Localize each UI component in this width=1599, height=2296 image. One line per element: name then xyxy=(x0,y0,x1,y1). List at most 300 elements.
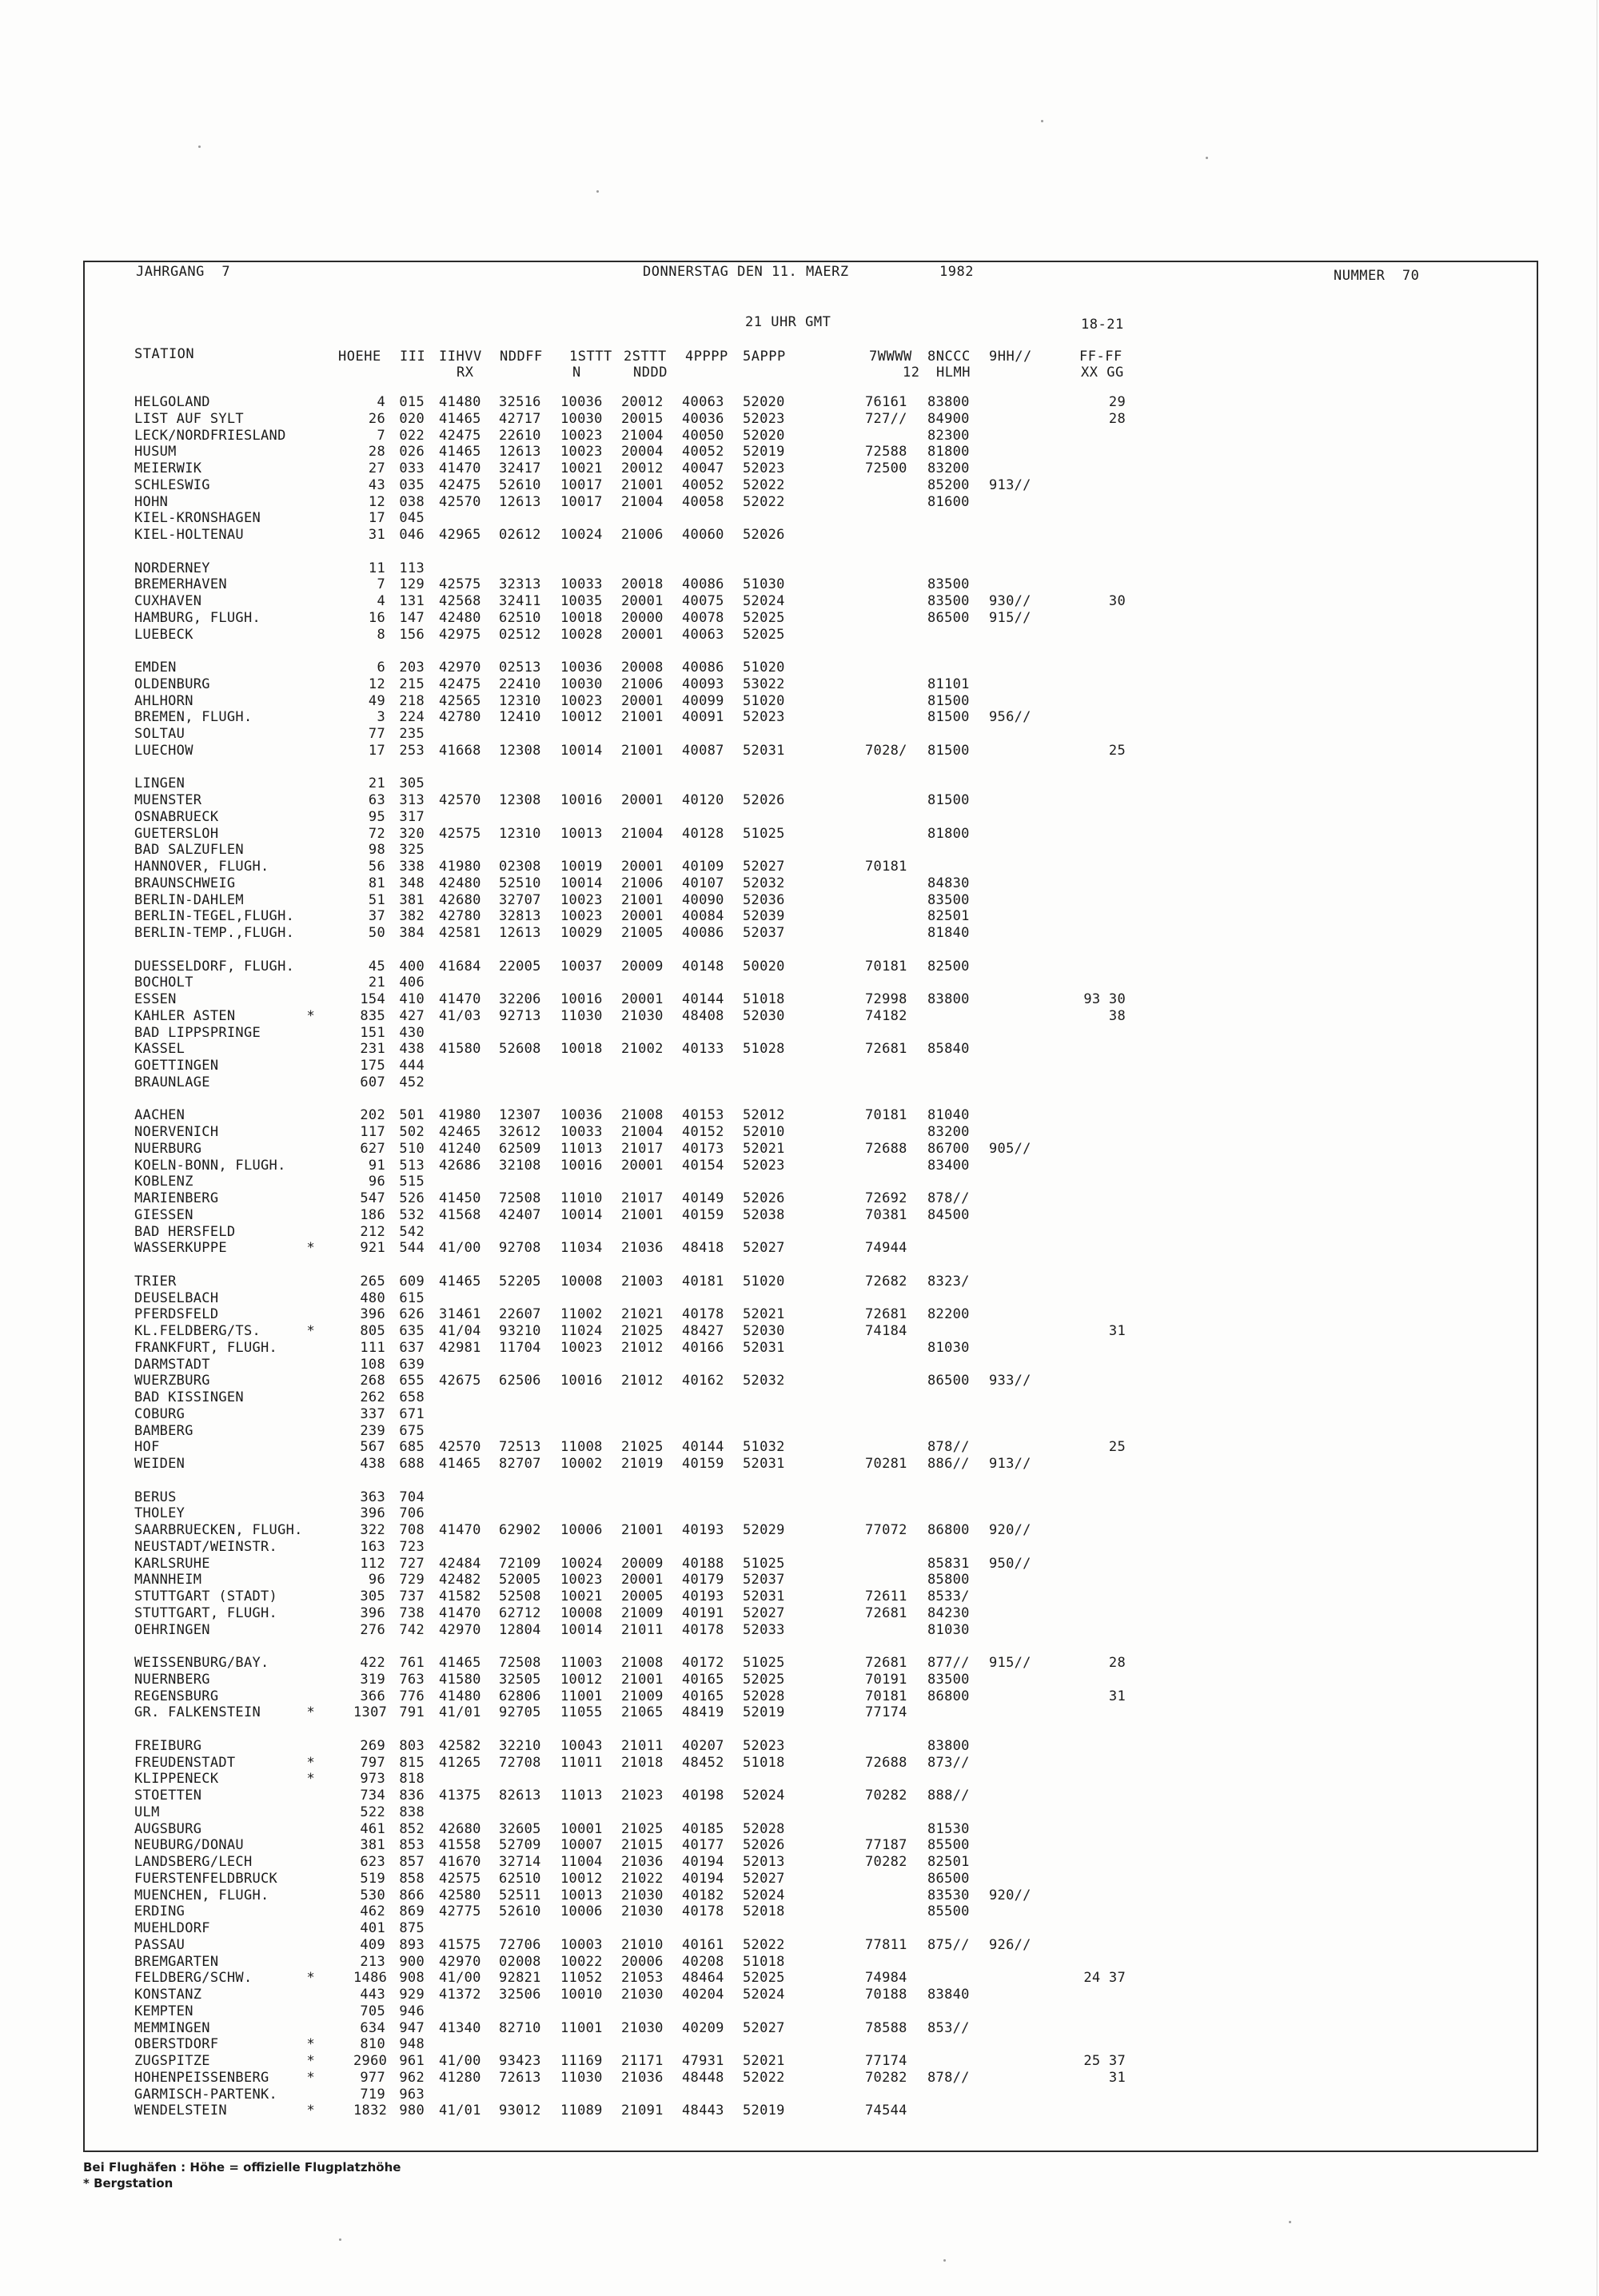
cell-7wwww: 70181 xyxy=(865,1107,907,1124)
table-row xyxy=(0,1323,1599,1339)
scan-speck xyxy=(1289,2221,1291,2223)
cell-mountain-mark: * xyxy=(306,1323,315,1339)
cell-1sttt: 10036 xyxy=(560,660,603,676)
cell-station: SAARBRUECKEN, FLUGH. xyxy=(134,1522,303,1538)
cell-iihvv: 41470 xyxy=(439,991,481,1007)
cell-2sttt: 20018 xyxy=(621,576,664,593)
cell-8nccc: 86800 xyxy=(927,1688,970,1704)
cell-4pppp: 40165 xyxy=(682,1671,724,1688)
table-row xyxy=(0,1954,1599,1970)
cell-iii: 708 xyxy=(399,1522,425,1538)
cell-9hh: 905// xyxy=(989,1140,1031,1157)
table-row xyxy=(0,2070,1599,2086)
cell-4pppp: 40152 xyxy=(682,1124,724,1140)
cell-4pppp: 40050 xyxy=(682,427,724,444)
cell-2sttt: 21036 xyxy=(621,1240,664,1257)
table-row xyxy=(0,1903,1599,1919)
cell-station: BRAUNSCHWEIG xyxy=(134,875,236,891)
cell-iii: 857 xyxy=(399,1854,425,1870)
cell-nddff: 32411 xyxy=(499,593,541,609)
cell-nddff: 62806 xyxy=(499,1688,541,1704)
cell-4pppp: 40177 xyxy=(682,1837,724,1854)
cell-8nccc: 82501 xyxy=(927,908,970,925)
cell-iii: 382 xyxy=(399,908,425,925)
cell-station: ERDING xyxy=(134,1903,185,1920)
cell-8nccc: 86700 xyxy=(927,1140,970,1157)
cell-4pppp: 40159 xyxy=(682,1456,724,1472)
cell-iihvv: 42780 xyxy=(439,709,481,726)
cell-7wwww: 70188 xyxy=(865,1987,907,2003)
cell-hoehe: 16 xyxy=(368,609,385,626)
cell-5appp: 51020 xyxy=(743,660,785,676)
cell-hoehe: 797 xyxy=(360,1754,385,1771)
cell-station: BREMGARTEN xyxy=(134,1953,219,1970)
cell-hoehe: 422 xyxy=(360,1655,385,1671)
cell-5appp: 52024 xyxy=(743,1887,785,1903)
cell-ff: 31 xyxy=(1108,1323,1126,1339)
cell-8nccc: 81500 xyxy=(927,792,970,808)
cell-1sttt: 10043 xyxy=(560,1737,603,1754)
cell-iihvv: 41670 xyxy=(439,1854,481,1870)
jahrgang-label: JAHRGANG 7 xyxy=(136,264,231,280)
cell-hoehe: 519 xyxy=(360,1870,385,1887)
cell-1sttt: 10016 xyxy=(560,1157,603,1174)
cell-station: MUENSTER xyxy=(134,792,202,808)
cell-hoehe: 63 xyxy=(368,792,385,808)
cell-7wwww: 727// xyxy=(865,410,907,427)
cell-4pppp: 40058 xyxy=(682,493,724,510)
cell-8nccc: 82300 xyxy=(927,427,970,444)
cell-5appp: 52030 xyxy=(743,1323,785,1339)
cell-1sttt: 10022 xyxy=(560,1953,603,1970)
cell-8nccc: 81030 xyxy=(927,1339,970,1356)
table-row xyxy=(0,1522,1599,1538)
cell-station: MUENCHEN, FLUGH. xyxy=(134,1887,269,1903)
cell-iii: 688 xyxy=(399,1456,425,1472)
cell-station: FREUDENSTADT xyxy=(134,1754,236,1771)
cell-hoehe: 56 xyxy=(368,859,385,875)
cell-ff: 30 xyxy=(1108,593,1126,609)
cell-1sttt: 11004 xyxy=(560,1854,603,1870)
col-station: STATION xyxy=(134,346,195,362)
cell-iii: 900 xyxy=(399,1953,425,1970)
cell-nddff: 02008 xyxy=(499,1953,541,1970)
cell-hoehe: 276 xyxy=(360,1621,385,1638)
cell-iii: 427 xyxy=(399,1007,425,1024)
table-row xyxy=(0,991,1599,1007)
cell-station: FELDBERG/SCHW. xyxy=(134,1970,253,1987)
cell-hoehe: 26 xyxy=(368,410,385,427)
cell-4pppp: 40172 xyxy=(682,1655,724,1671)
cell-5appp: 52023 xyxy=(743,460,785,476)
cell-station: KLIPPENECK xyxy=(134,1771,219,1788)
cell-hoehe: 396 xyxy=(360,1604,385,1621)
cell-8nccc: 86500 xyxy=(927,1870,970,1887)
cell-2sttt: 21001 xyxy=(621,1671,664,1688)
table-row xyxy=(0,1804,1599,1820)
cell-station: BAD HERSFELD xyxy=(134,1223,236,1240)
cell-station: NEUSTADT/WEINSTR. xyxy=(134,1538,278,1555)
cell-1sttt: 10024 xyxy=(560,527,603,543)
cell-iii: 015 xyxy=(399,394,425,410)
cell-7wwww: 70181 xyxy=(865,859,907,875)
cell-iihvv: 41450 xyxy=(439,1190,481,1206)
cell-5appp: 52026 xyxy=(743,1837,785,1854)
cell-iii: 635 xyxy=(399,1323,425,1339)
table-row xyxy=(0,709,1599,725)
cell-5appp: 52032 xyxy=(743,875,785,891)
cell-8nccc: 85800 xyxy=(927,1572,970,1588)
cell-iihvv: 42680 xyxy=(439,1820,481,1837)
cell-hoehe: 366 xyxy=(360,1688,385,1704)
cell-hoehe: 973 xyxy=(360,1771,385,1788)
cell-5appp: 51025 xyxy=(743,825,785,842)
cell-hoehe: 49 xyxy=(368,692,385,709)
cell-9hh: 920// xyxy=(989,1522,1031,1538)
cell-station: HOF xyxy=(134,1439,160,1456)
cell-station: HELGOLAND xyxy=(134,394,210,410)
cell-2sttt: 21001 xyxy=(621,1522,664,1538)
cell-iii: 729 xyxy=(399,1572,425,1588)
cell-mountain-mark: * xyxy=(306,1771,315,1788)
cell-hoehe: 154 xyxy=(360,991,385,1007)
cell-7wwww: 72611 xyxy=(865,1588,907,1604)
cell-hoehe: 175 xyxy=(360,1058,385,1074)
cell-hoehe: 337 xyxy=(360,1405,385,1422)
cell-station: NOERVENICH xyxy=(134,1124,219,1140)
cell-iii: 510 xyxy=(399,1140,425,1157)
cell-4pppp: 40188 xyxy=(682,1555,724,1572)
cell-4pppp: 40182 xyxy=(682,1887,724,1903)
cell-nddff: 12804 xyxy=(499,1621,541,1638)
cell-4pppp: 40178 xyxy=(682,1621,724,1638)
cell-hoehe: 462 xyxy=(360,1903,385,1920)
cell-5appp: 52023 xyxy=(743,709,785,726)
cell-7wwww: 70181 xyxy=(865,1688,907,1704)
cell-7wwww: 72998 xyxy=(865,991,907,1007)
cell-hoehe: 627 xyxy=(360,1140,385,1157)
cell-iihvv: 41580 xyxy=(439,1671,481,1688)
cell-iihvv: 42475 xyxy=(439,427,481,444)
cell-iii: 022 xyxy=(399,427,425,444)
cell-1sttt: 10023 xyxy=(560,908,603,925)
cell-1sttt: 11013 xyxy=(560,1788,603,1804)
cell-nddff: 12310 xyxy=(499,825,541,842)
cell-iii: 852 xyxy=(399,1820,425,1837)
cell-8nccc: 83500 xyxy=(927,593,970,609)
cell-iii: 763 xyxy=(399,1671,425,1688)
cell-2sttt: 21012 xyxy=(621,1373,664,1389)
cell-1sttt: 10003 xyxy=(560,1936,603,1953)
cell-iii: 723 xyxy=(399,1538,425,1555)
cell-station: NEUBURG/DONAU xyxy=(134,1837,244,1854)
cell-2sttt: 21030 xyxy=(621,1007,664,1024)
cell-1sttt: 10016 xyxy=(560,991,603,1007)
table-row xyxy=(0,660,1599,676)
table-row xyxy=(0,1970,1599,1986)
table-row xyxy=(0,892,1599,908)
cell-station: BERLIN-DAHLEM xyxy=(134,891,244,908)
cell-1sttt: 11008 xyxy=(560,1439,603,1456)
cell-iii: 761 xyxy=(399,1655,425,1671)
cell-iii: 430 xyxy=(399,1024,425,1041)
table-row xyxy=(0,510,1599,526)
cell-5appp: 52031 xyxy=(743,1339,785,1356)
cell-iii: 961 xyxy=(399,2053,425,2069)
cell-nddff: 52508 xyxy=(499,1588,541,1604)
cell-iihvv: 42680 xyxy=(439,891,481,908)
cell-iihvv: 42465 xyxy=(439,1124,481,1140)
cell-mountain-mark: * xyxy=(306,2036,315,2053)
cell-nddff: 32417 xyxy=(499,460,541,476)
cell-4pppp: 48427 xyxy=(682,1323,724,1339)
cell-iii: 406 xyxy=(399,975,425,991)
cell-station: KL.FELDBERG/TS. xyxy=(134,1323,261,1339)
cell-nddff: 62510 xyxy=(499,1870,541,1887)
cell-2sttt: 21025 xyxy=(621,1820,664,1837)
cell-station: OBERSTDORF xyxy=(134,2036,219,2053)
cell-iihvv: 41465 xyxy=(439,1655,481,1671)
cell-2sttt: 21021 xyxy=(621,1306,664,1323)
cell-5appp: 51018 xyxy=(743,1754,785,1771)
cell-station: STOETTEN xyxy=(134,1788,202,1804)
cell-station: MEMMINGEN xyxy=(134,2019,210,2036)
col-iihvv: IIHVV xyxy=(439,349,482,365)
cell-hoehe: 269 xyxy=(360,1737,385,1754)
table-row xyxy=(0,1456,1599,1472)
cell-nddff: 32714 xyxy=(499,1854,541,1870)
cell-iihvv: 42568 xyxy=(439,593,481,609)
cell-7wwww: 72688 xyxy=(865,1754,907,1771)
cell-iii: 035 xyxy=(399,476,425,493)
cell-2sttt: 21004 xyxy=(621,825,664,842)
table-row xyxy=(0,1041,1599,1057)
cell-hoehe: 21 xyxy=(368,975,385,991)
cell-station: HANNOVER, FLUGH. xyxy=(134,859,269,875)
cell-iii: 026 xyxy=(399,444,425,460)
cell-1sttt: 11001 xyxy=(560,2019,603,2036)
time-label: 21 UHR GMT xyxy=(745,314,831,330)
cell-7wwww: 72681 xyxy=(865,1306,907,1323)
cell-station: HUSUM xyxy=(134,444,177,460)
cell-1sttt: 10012 xyxy=(560,709,603,726)
col-8nccc: 8NCCC xyxy=(927,349,971,365)
cell-5appp: 52021 xyxy=(743,2053,785,2069)
cell-4pppp: 40052 xyxy=(682,476,724,493)
cell-2sttt: 20001 xyxy=(621,1572,664,1588)
table-row xyxy=(0,859,1599,875)
cell-nddff: 02308 xyxy=(499,859,541,875)
cell-2sttt: 21008 xyxy=(621,1107,664,1124)
cell-nddff: 72508 xyxy=(499,1655,541,1671)
cell-4pppp: 40165 xyxy=(682,1688,724,1704)
cell-9hh: 930// xyxy=(989,593,1031,609)
cell-4pppp: 40093 xyxy=(682,676,724,692)
cell-iihvv: 41/01 xyxy=(439,1704,481,1721)
cell-station: LINGEN xyxy=(134,775,185,792)
cell-hoehe: 51 xyxy=(368,891,385,908)
col-2sttt-sub: NDDD xyxy=(633,365,668,381)
cell-4pppp: 48419 xyxy=(682,1704,724,1721)
cell-nddff: 52205 xyxy=(499,1273,541,1290)
cell-iihvv: 42565 xyxy=(439,692,481,709)
cell-ff: 38 xyxy=(1108,1007,1126,1024)
col-4pppp: 4PPPP xyxy=(685,349,728,365)
cell-5appp: 52013 xyxy=(743,1854,785,1870)
cell-1sttt: 11030 xyxy=(560,1007,603,1024)
cell-iii: 609 xyxy=(399,1273,425,1290)
cell-hoehe: 17 xyxy=(368,510,385,527)
cell-hoehe: 163 xyxy=(360,1538,385,1555)
cell-1sttt: 10018 xyxy=(560,1041,603,1058)
cell-7wwww: 77187 xyxy=(865,1837,907,1854)
cell-hoehe: 231 xyxy=(360,1041,385,1058)
cell-iii: 963 xyxy=(399,2086,425,2103)
cell-station: PFERDSFELD xyxy=(134,1306,219,1323)
cell-5appp: 52020 xyxy=(743,427,785,444)
cell-2sttt: 20004 xyxy=(621,444,664,460)
cell-5appp: 52037 xyxy=(743,1572,785,1588)
nummer-label: NUMMER 70 xyxy=(1334,268,1420,284)
cell-7wwww: 77174 xyxy=(865,2053,907,2069)
cell-5appp: 52021 xyxy=(743,1140,785,1157)
cell-iihvv: 42570 xyxy=(439,1439,481,1456)
table-row xyxy=(0,1290,1599,1306)
cell-station: SOLTAU xyxy=(134,726,185,742)
cell-5appp: 51018 xyxy=(743,991,785,1007)
cell-station: HAMBURG, FLUGH. xyxy=(134,609,261,626)
cell-4pppp: 40144 xyxy=(682,991,724,1007)
cell-nddff: 72708 xyxy=(499,1754,541,1771)
cell-4pppp: 40159 xyxy=(682,1206,724,1223)
cell-2sttt: 21004 xyxy=(621,493,664,510)
col-iii: III xyxy=(400,349,426,365)
col-nddff: NDDFF xyxy=(500,349,543,365)
cell-2sttt: 21015 xyxy=(621,1837,664,1854)
cell-5appp: 51025 xyxy=(743,1655,785,1671)
cell-iihvv: 42482 xyxy=(439,1572,481,1588)
cell-4pppp: 40107 xyxy=(682,875,724,891)
cell-9hh: 913// xyxy=(989,1456,1031,1472)
cell-1sttt: 11003 xyxy=(560,1655,603,1671)
cell-nddff: 62510 xyxy=(499,609,541,626)
cell-iii: 639 xyxy=(399,1356,425,1373)
cell-5appp: 52022 xyxy=(743,476,785,493)
table-row xyxy=(0,2087,1599,2103)
cell-2sttt: 21018 xyxy=(621,1754,664,1771)
cell-iihvv: 42484 xyxy=(439,1555,481,1572)
cell-nddff: 12308 xyxy=(499,742,541,759)
cell-iii: 626 xyxy=(399,1306,425,1323)
cell-1sttt: 10008 xyxy=(560,1604,603,1621)
cell-iii: 348 xyxy=(399,875,425,891)
cell-7wwww: 74184 xyxy=(865,1323,907,1339)
col-5appp: 5APPP xyxy=(743,349,786,365)
cell-nddff: 12613 xyxy=(499,493,541,510)
cell-1sttt: 10017 xyxy=(560,493,603,510)
cell-4pppp: 40060 xyxy=(682,527,724,543)
table-row xyxy=(0,1688,1599,1704)
cell-iii: 452 xyxy=(399,1074,425,1090)
cell-station: NORDERNEY xyxy=(134,560,210,576)
cell-2sttt: 21002 xyxy=(621,1041,664,1058)
cell-iii: 685 xyxy=(399,1439,425,1456)
cell-nddff: 32206 xyxy=(499,991,541,1007)
cell-1sttt: 10018 xyxy=(560,609,603,626)
table-row xyxy=(0,1771,1599,1787)
cell-hoehe: 7 xyxy=(377,576,385,593)
cell-5appp: 52024 xyxy=(743,1987,785,2003)
cell-station: EMDEN xyxy=(134,660,177,676)
cell-hoehe: 108 xyxy=(360,1356,385,1373)
cell-iihvv: 42570 xyxy=(439,493,481,510)
cell-iii: 948 xyxy=(399,2036,425,2053)
cell-1sttt: 10006 xyxy=(560,1522,603,1538)
cell-station: BAD SALZUFLEN xyxy=(134,842,244,859)
cell-nddff: 32612 xyxy=(499,1124,541,1140)
cell-1sttt: 10033 xyxy=(560,1124,603,1140)
cell-2sttt: 20001 xyxy=(621,1157,664,1174)
cell-hoehe: 31 xyxy=(368,527,385,543)
cell-2sttt: 21011 xyxy=(621,1621,664,1638)
table-row xyxy=(0,826,1599,842)
table-row xyxy=(0,2036,1599,2052)
cell-hoehe: 1486 xyxy=(353,1970,388,1987)
cell-5appp: 52029 xyxy=(743,1522,785,1538)
cell-iihvv: 41575 xyxy=(439,1936,481,1953)
scan-speck xyxy=(1041,120,1043,122)
cell-4pppp: 48443 xyxy=(682,2103,724,2119)
cell-station: PASSAU xyxy=(134,1936,185,1953)
cell-7wwww: 72692 xyxy=(865,1190,907,1206)
cell-7wwww: 70191 xyxy=(865,1671,907,1688)
cell-4pppp: 40154 xyxy=(682,1157,724,1174)
cell-8nccc: 8323/ xyxy=(927,1273,970,1290)
cell-nddff: 52608 xyxy=(499,1041,541,1058)
cell-7wwww: 72682 xyxy=(865,1273,907,1290)
cell-5appp: 52026 xyxy=(743,792,785,808)
cell-nddff: 92821 xyxy=(499,1970,541,1987)
col-iihvv-sub: RX xyxy=(457,365,474,381)
cell-mountain-mark: * xyxy=(306,1704,315,1721)
cell-5appp: 51032 xyxy=(743,1439,785,1456)
cell-hoehe: 607 xyxy=(360,1074,385,1090)
cell-hoehe: 4 xyxy=(377,593,385,609)
cell-hoehe: 1307 xyxy=(353,1704,388,1721)
table-row xyxy=(0,1174,1599,1190)
table-row xyxy=(0,1556,1599,1572)
cell-1sttt: 10036 xyxy=(560,394,603,410)
period-label: 18-21 xyxy=(1081,317,1124,333)
cell-iihvv: 41/00 xyxy=(439,1240,481,1257)
cell-ff: 93 30 xyxy=(1083,991,1126,1007)
table-row xyxy=(0,726,1599,742)
cell-hoehe: 480 xyxy=(360,1290,385,1306)
cell-5appp: 51020 xyxy=(743,692,785,709)
cell-iii: 869 xyxy=(399,1903,425,1920)
cell-8nccc: 886// xyxy=(927,1456,970,1472)
cell-iihvv: 41240 xyxy=(439,1140,481,1157)
cell-1sttt: 10029 xyxy=(560,925,603,941)
cell-iii: 320 xyxy=(399,825,425,842)
cell-2sttt: 21030 xyxy=(621,1987,664,2003)
cell-8nccc: 83500 xyxy=(927,1671,970,1688)
cell-hoehe: 28 xyxy=(368,444,385,460)
cell-5appp: 52022 xyxy=(743,1936,785,1953)
cell-nddff: 62506 xyxy=(499,1373,541,1389)
cell-iii: 305 xyxy=(399,775,425,792)
cell-iii: 742 xyxy=(399,1621,425,1638)
